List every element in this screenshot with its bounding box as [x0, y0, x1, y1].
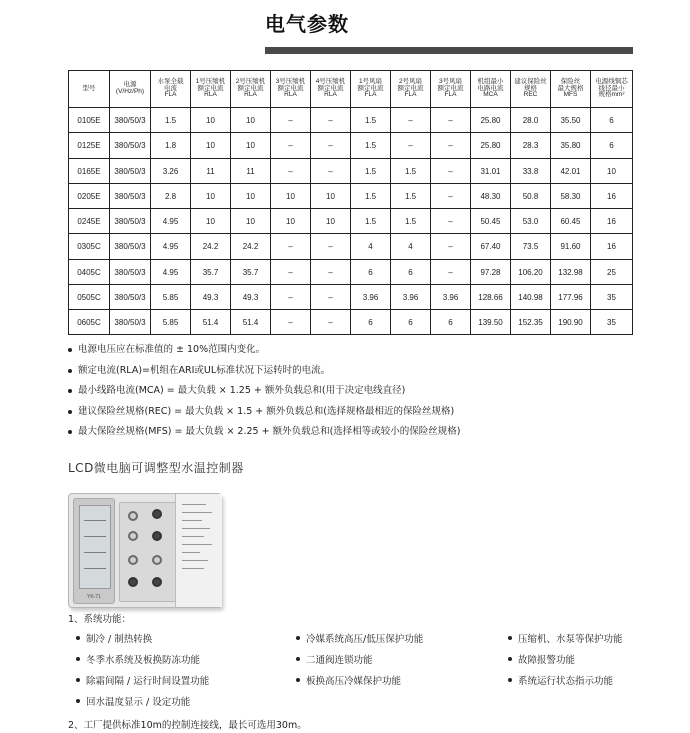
- title-underline-bar: [265, 47, 633, 54]
- bullet-icon: [68, 369, 72, 373]
- model-cell: 0105E: [69, 108, 110, 133]
- table-cell: 3.96: [391, 285, 431, 310]
- table-row: [69, 159, 633, 184]
- table-cell: 25: [591, 260, 633, 285]
- bullet-icon: [296, 678, 300, 682]
- table-cell: –: [311, 310, 351, 335]
- bullet-icon: [76, 678, 80, 682]
- table-cell: 4: [391, 234, 431, 260]
- table-cell: 48.30: [471, 184, 511, 209]
- table-cell: 1.5: [391, 159, 431, 184]
- table-cell: 1.5: [151, 108, 191, 133]
- table-cell: 380/50/3: [110, 310, 151, 335]
- table-cell: 35: [591, 310, 633, 335]
- table-cell: 49.3: [231, 285, 271, 310]
- notes-list: [68, 340, 628, 443]
- table-cell: 3.26: [151, 159, 191, 184]
- table-cell: –: [311, 285, 351, 310]
- bullet-icon: [68, 348, 72, 352]
- table-cell: –: [271, 108, 311, 133]
- feature-item: [76, 694, 190, 708]
- table-cell: 25.80: [471, 108, 511, 133]
- table-cell: 132.98: [551, 260, 591, 285]
- table-cell: 50.8: [511, 184, 551, 209]
- table-cell: 10: [591, 159, 633, 184]
- note-text: 最大保险丝规格(MFS) = 最大负载 × 2.25 + 额外负载总和(选择相等或较小的保险丝规格): [78, 426, 461, 437]
- feature-text: 压缩机、水泵等保护功能: [518, 634, 623, 645]
- model-cell: 0205E: [69, 184, 110, 209]
- table-row: [69, 260, 633, 285]
- electrical-parameters-table: [68, 70, 633, 335]
- table-cell: 106.20: [511, 260, 551, 285]
- controller-body: [68, 493, 222, 608]
- table-cell: 11: [231, 159, 271, 184]
- controller-brand-label: YK-71: [87, 594, 101, 600]
- note-item: [68, 402, 628, 423]
- column-header: 水泵全载 电流 FLA: [151, 71, 191, 108]
- column-header: 型号: [69, 71, 110, 108]
- bullet-icon: [68, 389, 72, 393]
- table-cell: 1.8: [151, 133, 191, 159]
- table-cell: 16: [591, 209, 633, 234]
- control-button-icon: [152, 531, 162, 541]
- note-item: [68, 361, 628, 382]
- table-row: [69, 285, 633, 310]
- bullet-icon: [508, 678, 512, 682]
- table-cell: –: [271, 234, 311, 260]
- column-header: 机组最小 电路电流 MCA: [471, 71, 511, 108]
- table-cell: 42.01: [551, 159, 591, 184]
- table-cell: 1.5: [351, 184, 391, 209]
- table-cell: 35.7: [231, 260, 271, 285]
- feature-text: 冷媒系统高压/低压保护功能: [306, 634, 424, 645]
- table-cell: 49.3: [191, 285, 231, 310]
- table-cell: 67.40: [471, 234, 511, 260]
- model-cell: 0165E: [69, 159, 110, 184]
- table-cell: 10: [311, 184, 351, 209]
- feature-text: 制冷 / 制热转换: [86, 634, 153, 645]
- table-cell: 6: [431, 310, 471, 335]
- table-row: [69, 108, 633, 133]
- model-cell: 0245E: [69, 209, 110, 234]
- table-cell: 25.80: [471, 133, 511, 159]
- table-cell: 152.35: [511, 310, 551, 335]
- column-header: 1号压缩机 额定电流 RLA: [191, 71, 231, 108]
- table-cell: 380/50/3: [110, 184, 151, 209]
- table-cell: 35.7: [191, 260, 231, 285]
- table-row: [69, 310, 633, 335]
- table-cell: 10: [191, 184, 231, 209]
- table-cell: 6: [591, 108, 633, 133]
- table-cell: 35.80: [551, 133, 591, 159]
- table-row: [69, 133, 633, 159]
- table-cell: 11: [191, 159, 231, 184]
- table-cell: 3.96: [431, 285, 471, 310]
- features-heading: 1、系统功能：: [68, 614, 132, 625]
- table-cell: 10: [231, 108, 271, 133]
- table-cell: 53.0: [511, 209, 551, 234]
- table-cell: 5.85: [151, 285, 191, 310]
- table-cell: 1.5: [351, 159, 391, 184]
- control-button-icon: [152, 577, 162, 587]
- table-cell: 97.28: [471, 260, 511, 285]
- note-text: 电源电压应在标准值的 ± 10%范围内变化。: [78, 344, 266, 355]
- note-text: 额定电流(RLA)=机组在ARI或UL标准状况下运转时的电流。: [78, 364, 331, 376]
- table-cell: 6: [591, 133, 633, 159]
- feature-text: 板换高压冷媒保护功能: [306, 676, 402, 687]
- table-cell: 177.96: [551, 285, 591, 310]
- bullet-icon: [76, 699, 80, 703]
- feature-item: [296, 673, 401, 687]
- bullet-icon: [68, 430, 72, 434]
- table-cell: –: [391, 133, 431, 159]
- table-cell: 380/50/3: [110, 285, 151, 310]
- table-cell: –: [311, 108, 351, 133]
- table-cell: 73.5: [511, 234, 551, 260]
- feature-item: [76, 652, 200, 666]
- model-cell: 0605C: [69, 310, 110, 335]
- table-cell: 50.45: [471, 209, 511, 234]
- table-cell: 6: [351, 260, 391, 285]
- table-cell: 51.4: [191, 310, 231, 335]
- table-cell: –: [271, 285, 311, 310]
- control-button-icon: [128, 531, 138, 541]
- controller-image: [68, 493, 220, 606]
- button-panel: [119, 502, 176, 602]
- table-cell: 10: [191, 133, 231, 159]
- feature-text: 除霜间隔 / 运行时间设置功能: [86, 676, 210, 687]
- feature-text: 故障报警功能: [518, 655, 576, 666]
- table-cell: 4.95: [151, 209, 191, 234]
- table-cell: 91.60: [551, 234, 591, 260]
- table-cell: 380/50/3: [110, 234, 151, 260]
- controller-door: [175, 494, 222, 607]
- table-cell: 1.5: [391, 184, 431, 209]
- column-header: 电源 (V/Hz/Ph): [110, 71, 151, 108]
- table-cell: –: [311, 234, 351, 260]
- table-cell: 190.90: [551, 310, 591, 335]
- bullet-icon: [296, 657, 300, 661]
- table-cell: –: [431, 108, 471, 133]
- table-cell: 10: [231, 133, 271, 159]
- table-cell: –: [391, 108, 431, 133]
- table-cell: 24.2: [191, 234, 231, 260]
- feature-item: [508, 673, 613, 687]
- column-header: 4号压缩机 额定电流 RLA: [311, 71, 351, 108]
- table-cell: 28.3: [511, 133, 551, 159]
- table-cell: 128.66: [471, 285, 511, 310]
- table-header-row: [69, 71, 633, 108]
- page-title: 电气参数: [265, 12, 349, 36]
- table-cell: –: [431, 260, 471, 285]
- model-cell: 0305C: [69, 234, 110, 260]
- table-cell: 51.4: [231, 310, 271, 335]
- table-cell: 28.0: [511, 108, 551, 133]
- table-cell: 380/50/3: [110, 260, 151, 285]
- control-button-icon: [128, 555, 138, 565]
- control-button-icon: [152, 509, 162, 519]
- table-cell: 24.2: [231, 234, 271, 260]
- feature-item: [508, 652, 575, 666]
- lcd-screen: [79, 505, 111, 589]
- table-cell: –: [431, 209, 471, 234]
- control-button-icon: [152, 555, 162, 565]
- table-cell: 10: [311, 209, 351, 234]
- column-header: 2号风扇 额定电流 FLA: [391, 71, 431, 108]
- control-button-icon: [128, 511, 138, 521]
- bullet-icon: [68, 410, 72, 414]
- table-cell: –: [311, 260, 351, 285]
- feature-text: 二通阀连锁功能: [306, 655, 373, 666]
- controller-section-title: LCD微电脑可调整型水温控制器: [68, 461, 244, 475]
- bullet-icon: [76, 636, 80, 640]
- note-item: [68, 340, 628, 361]
- table-cell: 380/50/3: [110, 159, 151, 184]
- bullet-icon: [508, 636, 512, 640]
- table-cell: 35: [591, 285, 633, 310]
- feature-text: 系统运行状态指示功能: [518, 676, 614, 687]
- column-header: 保险丝 最大规格 MFS: [551, 71, 591, 108]
- table-cell: 1.5: [351, 209, 391, 234]
- bullet-icon: [76, 657, 80, 661]
- table-cell: –: [271, 159, 311, 184]
- features-footer: 2、工厂提供标准10m的控制连接线，最长可选用30m。: [68, 720, 307, 731]
- table-row: [69, 184, 633, 209]
- table-cell: 1.5: [351, 108, 391, 133]
- table-cell: 6: [391, 260, 431, 285]
- table-cell: 1.5: [391, 209, 431, 234]
- table-cell: 139.50: [471, 310, 511, 335]
- control-button-icon: [128, 577, 138, 587]
- model-cell: 0505C: [69, 285, 110, 310]
- table-cell: 16: [591, 184, 633, 209]
- feature-item: [508, 631, 623, 645]
- lcd-frame: [73, 498, 115, 604]
- bullet-icon: [296, 636, 300, 640]
- table-cell: 6: [391, 310, 431, 335]
- table-cell: 1.5: [351, 133, 391, 159]
- feature-item: [76, 673, 209, 687]
- column-header: 3号压缩机 额定电流 RLA: [271, 71, 311, 108]
- table-cell: 5.85: [151, 310, 191, 335]
- table-cell: 10: [231, 184, 271, 209]
- table-cell: 10: [231, 209, 271, 234]
- feature-item: [296, 652, 373, 666]
- note-text: 最小线路电流(MCA) = 最大负载 × 1.25 + 额外负载总和(用于决定电线直径): [78, 385, 406, 396]
- table-cell: 60.45: [551, 209, 591, 234]
- table-cell: 380/50/3: [110, 108, 151, 133]
- table-cell: –: [271, 260, 311, 285]
- table-cell: –: [431, 234, 471, 260]
- table-cell: 10: [191, 209, 231, 234]
- table-cell: –: [431, 159, 471, 184]
- model-cell: 0125E: [69, 133, 110, 159]
- table-row: [69, 209, 633, 234]
- table-cell: 380/50/3: [110, 133, 151, 159]
- table-cell: 10: [271, 209, 311, 234]
- table-cell: 10: [191, 108, 231, 133]
- table-cell: 3.96: [351, 285, 391, 310]
- table-cell: –: [431, 133, 471, 159]
- table-cell: 4.95: [151, 234, 191, 260]
- table-cell: 6: [351, 310, 391, 335]
- table-cell: 31.01: [471, 159, 511, 184]
- model-cell: 0405C: [69, 260, 110, 285]
- table-cell: –: [271, 310, 311, 335]
- table-cell: 16: [591, 234, 633, 260]
- table-cell: 58.30: [551, 184, 591, 209]
- note-item: [68, 381, 628, 402]
- table-cell: 4.95: [151, 260, 191, 285]
- feature-text: 回水温度显示 / 设定功能: [86, 697, 191, 708]
- note-item: [68, 422, 628, 443]
- table-cell: 140.98: [511, 285, 551, 310]
- column-header: 建议保险丝 规格 REC: [511, 71, 551, 108]
- table-cell: 380/50/3: [110, 209, 151, 234]
- note-text: 建议保险丝规格(REC) = 最大负载 × 1.5 + 额外负载总和(选择规格最相近的保险丝规格): [78, 405, 455, 417]
- table-body: [69, 108, 633, 335]
- table-cell: 10: [271, 184, 311, 209]
- feature-text: 冬季水系统及板换防冻功能: [86, 655, 201, 666]
- table-cell: –: [311, 159, 351, 184]
- column-header: 电源线铜芯 线径最小 规格mm²: [591, 71, 633, 108]
- table-cell: 35.50: [551, 108, 591, 133]
- column-header: 3号风扇 额定电流 FLA: [431, 71, 471, 108]
- feature-item: [76, 631, 152, 645]
- column-header: 2号压缩机 额定电流 RLA: [231, 71, 271, 108]
- table-cell: 4: [351, 234, 391, 260]
- table-cell: 33.8: [511, 159, 551, 184]
- feature-item: [296, 631, 423, 645]
- table-row: [69, 234, 633, 260]
- bullet-icon: [508, 657, 512, 661]
- table-cell: –: [311, 133, 351, 159]
- table-cell: –: [271, 133, 311, 159]
- table-cell: 2.8: [151, 184, 191, 209]
- column-header: 1号风扇 额定电流 FLA: [351, 71, 391, 108]
- table-cell: –: [431, 184, 471, 209]
